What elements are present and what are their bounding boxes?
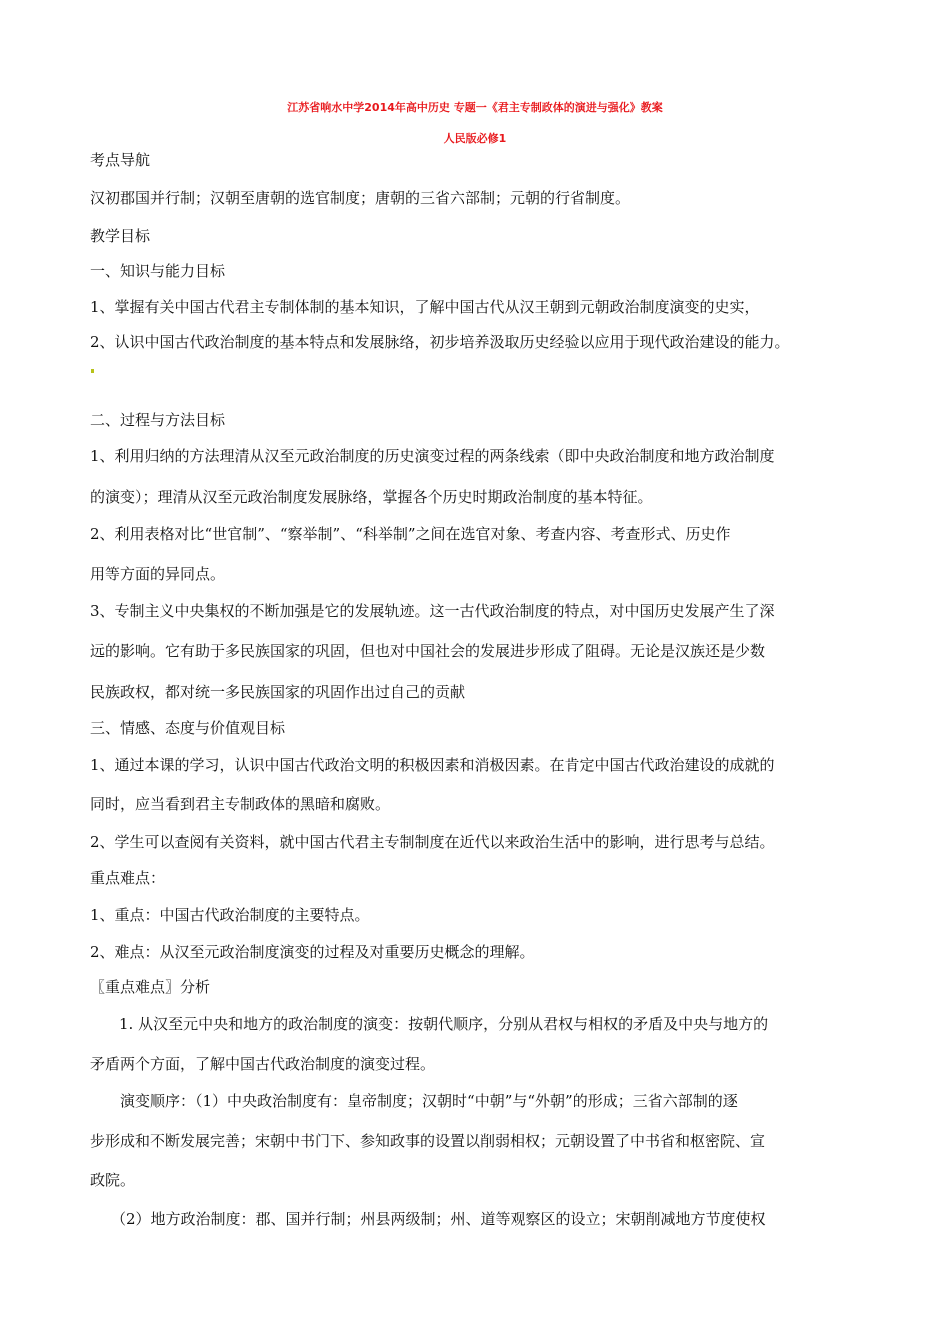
goals-heading: 教学目标 bbox=[90, 227, 151, 245]
goal2-item3-line3: 民族政权，都对统一多民族国家的巩固作出过自己的贡献 bbox=[90, 683, 466, 701]
local-line1: （2）地方政治制度：郡、国并行制；州县两级制；州、道等观察区的设立；宋朝削减地方节度使权 bbox=[111, 1210, 766, 1228]
goal3-item1-line2: 同时，应当看到君主专制政体的黑暗和腐败。 bbox=[90, 795, 391, 813]
goal3-item1-line1: 1、通过本课的学习，认识中国古代政治文明的积极因素和消极因素。在肯定中国古代政治建设的成就的 bbox=[90, 756, 775, 774]
analysis-item1-line1: 1. 从汉至元中央和地方的政治制度的演变：按朝代顺序，分别从君权与相权的矛盾及中央与地方的 bbox=[119, 1015, 769, 1033]
analysis-item1-line2: 矛盾两个方面，了解中国古代政治制度的演变过程。 bbox=[90, 1055, 436, 1073]
order-line2: 步形成和不断发展完善；宋朝中书门下、参知政事的设置以削弱相权；元朝设置了中书省和枢密院、宣 bbox=[90, 1132, 766, 1150]
goal1-heading: 一、知识与能力目标 bbox=[90, 262, 226, 280]
goal1-item1: 1、掌握有关中国古代君主专制体制的基本知识，了解中国古代从汉王朝到元朝政治制度演变的史实， bbox=[90, 298, 760, 316]
document-title-line1: 江苏省响水中学2014年高中历史 专题一《君主专制政体的演进与强化》教案 bbox=[287, 101, 663, 114]
document-title-line2: 人民版必修1 bbox=[443, 132, 507, 145]
analysis-heading: 〖重点难点〗分析 bbox=[90, 978, 211, 996]
goal2-item2-line2: 用等方面的异同点。 bbox=[90, 565, 226, 583]
keypoint-1: 1、重点：中国古代政治制度的主要特点。 bbox=[90, 906, 370, 924]
goal2-item1-line1: 1、利用归纳的方法理清从汉至元政治制度的历史演变过程的两条线索（即中央政治制度和地方政治制度 bbox=[90, 447, 775, 465]
goal3-item2: 2、学生可以查阅有关资料，就中国古代君主专制制度在近代以来政治生活中的影响，进行思考与总结。 bbox=[90, 833, 775, 851]
goal1-item2: 2、认识中国古代政治制度的基本特点和发展脉络，初步培养汲取历史经验以应用于现代政治建设的能力。 bbox=[90, 333, 790, 351]
keypoints-heading: 重点难点： bbox=[90, 869, 166, 887]
goal3-heading: 三、情感、态度与价值观目标 bbox=[90, 719, 286, 737]
keypoint-2: 2、难点：从汉至元政治制度演变的过程及对重要历史概念的理解。 bbox=[90, 943, 535, 961]
goal2-item3-line1: 3、专制主义中央集权的不断加强是它的发展轨迹。这一古代政治制度的特点，对中国历史发展产生了深 bbox=[90, 602, 775, 620]
stray-mark bbox=[91, 369, 94, 373]
order-line3: 政院。 bbox=[90, 1171, 136, 1189]
kaodian-heading: 考点导航 bbox=[90, 151, 151, 169]
goal2-item3-line2: 远的影响。它有助于多民族国家的巩固，但也对中国社会的发展进步形成了阻碍。无论是汉族还是少数 bbox=[90, 642, 766, 660]
goal2-item2-line1: 2、利用表格对比“世官制”、“察举制”、“科举制”之间在选官对象、考查内容、考查形式、历史作 bbox=[90, 525, 731, 543]
goal2-item1-line2: 的演变）；理清从汉至元政治制度发展脉络，掌握各个历史时期政治制度的基本特征。 bbox=[90, 488, 653, 506]
order-line1: 演变顺序：（1）中央政治制度有：皇帝制度；汉朝时“中朝”与“外朝”的形成；三省六部制的逐 bbox=[120, 1092, 738, 1110]
goal2-heading: 二、过程与方法目标 bbox=[90, 411, 226, 429]
kaodian-text: 汉初郡国并行制；汉朝至唐朝的选官制度；唐朝的三省六部制；元朝的行省制度。 bbox=[90, 189, 631, 207]
